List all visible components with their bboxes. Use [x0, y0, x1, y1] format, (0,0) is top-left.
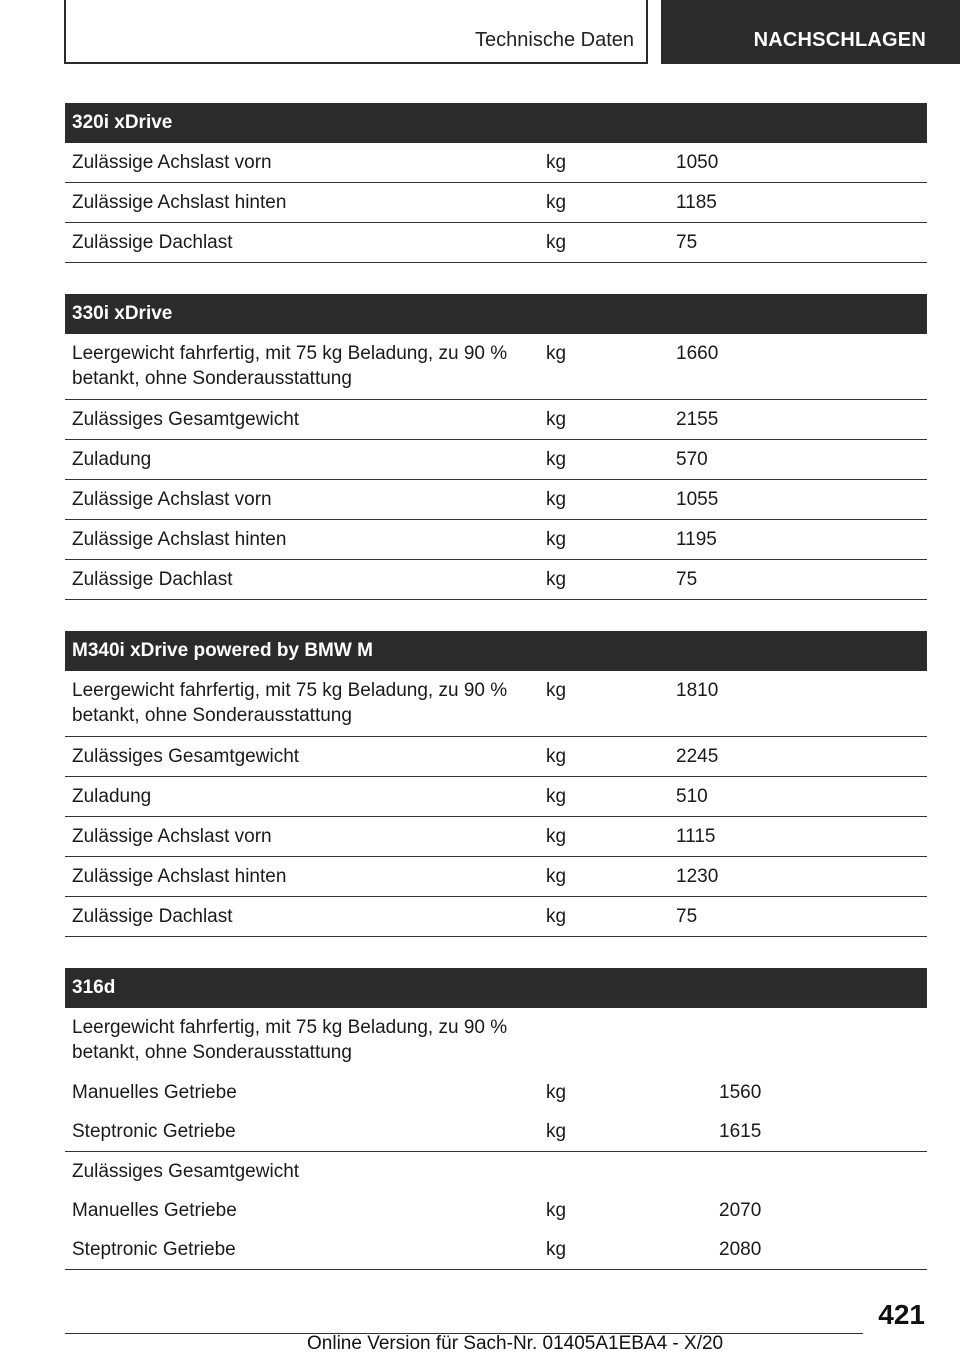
table-row — [65, 400, 927, 440]
spec-table-m340i — [65, 631, 927, 937]
row-value: 570 — [676, 449, 708, 470]
table-row — [65, 223, 927, 263]
row-value: 1810 — [676, 680, 719, 701]
row-label: Manuelles Getriebe — [72, 1082, 237, 1103]
table-row — [65, 777, 927, 817]
table-title: 316d — [65, 968, 927, 1008]
row-value: 1050 — [676, 152, 719, 173]
table-row — [65, 1073, 927, 1112]
table-row — [65, 817, 927, 857]
table-row — [65, 1008, 927, 1073]
spec-tables — [65, 103, 927, 1301]
row-label: Zulässige Achslast hinten — [72, 529, 287, 550]
row-value: 2070 — [719, 1200, 762, 1221]
row-unit: kg — [546, 866, 567, 887]
row-value: 1230 — [676, 866, 719, 887]
table-row — [65, 857, 927, 897]
section-tab — [661, 0, 960, 64]
row-value: 1660 — [676, 343, 719, 364]
table-title: M340i xDrive powered by BMW M — [65, 631, 927, 671]
table-title: 320i xDrive — [65, 103, 927, 143]
row-label: Leergewicht fahrfertig, mit 75 kg Beladung, zu 90 % betankt, ohne Sonderausstattung — [72, 1017, 508, 1063]
row-label: Steptronic Getriebe — [72, 1121, 236, 1142]
table-row — [65, 1191, 927, 1230]
table-row — [65, 440, 927, 480]
row-label: Zulässiges Gesamtgewicht — [72, 409, 300, 430]
row-unit: kg — [546, 786, 567, 807]
table-row — [65, 737, 927, 777]
row-unit: kg — [546, 529, 567, 550]
page-header — [64, 0, 960, 66]
spec-table-320i — [65, 103, 927, 263]
row-value: 1560 — [719, 1082, 762, 1103]
row-value: 1185 — [676, 192, 717, 213]
row-label: Zulässige Achslast vorn — [72, 152, 272, 173]
row-unit: kg — [546, 449, 567, 470]
table-row — [65, 143, 927, 183]
row-label: Zulässige Achslast hinten — [72, 192, 287, 213]
row-unit: kg — [546, 192, 567, 213]
spec-table-330i — [65, 294, 927, 600]
row-label: Zulässige Dachlast — [72, 232, 233, 253]
section-label: NACHSCHLAGEN — [753, 29, 926, 51]
row-label: Leergewicht fahrfertig, mit 75 kg Beladung, zu 90 % betankt, ohne Sonderausstattung — [72, 680, 508, 726]
spec-table-316d — [65, 968, 927, 1270]
row-value: 2155 — [676, 409, 719, 430]
online-version-note: Online Version für Sach-Nr. 01405A1EBA4 - X/20 — [307, 1333, 724, 1354]
chapter-tab — [64, 0, 648, 64]
page-number: 421 — [878, 1299, 925, 1330]
row-label: Zulässige Dachlast — [72, 906, 233, 927]
row-value: 1195 — [676, 529, 717, 550]
row-label: Zulässiges Gesamtgewicht — [72, 1161, 300, 1182]
row-label: Zulässiges Gesamtgewicht — [72, 746, 300, 767]
table-title: 330i xDrive — [65, 294, 927, 334]
row-unit: kg — [546, 1239, 567, 1260]
row-unit: kg — [546, 680, 567, 701]
row-value: 1055 — [676, 489, 719, 510]
row-value: 75 — [676, 569, 698, 590]
table-row — [65, 1112, 927, 1152]
row-label: Steptronic Getriebe — [72, 1239, 236, 1260]
row-value: 75 — [676, 232, 698, 253]
row-label: Manuelles Getriebe — [72, 1200, 237, 1221]
row-label: Leergewicht fahrfertig, mit 75 kg Beladung, zu 90 % betankt, ohne Sonderausstattung — [72, 343, 508, 389]
row-unit: kg — [546, 1121, 567, 1142]
row-label: Zuladung — [72, 786, 152, 807]
row-value: 2080 — [719, 1239, 762, 1260]
table-row — [65, 560, 927, 600]
row-value: 75 — [676, 906, 698, 927]
table-row — [65, 1230, 927, 1270]
row-unit: kg — [546, 489, 567, 510]
row-unit: kg — [546, 343, 567, 364]
row-value: 1115 — [676, 826, 716, 847]
table-row — [65, 671, 927, 737]
row-unit: kg — [546, 152, 567, 173]
row-unit: kg — [546, 906, 567, 927]
table-row — [65, 334, 927, 400]
row-value: 510 — [676, 786, 708, 807]
chapter-title: Technische Daten — [475, 29, 634, 51]
table-row — [65, 480, 927, 520]
table-row — [65, 520, 927, 560]
row-label: Zulässige Achslast vorn — [72, 826, 272, 847]
row-unit: kg — [546, 746, 567, 767]
row-label: Zulässige Achslast vorn — [72, 489, 272, 510]
row-label: Zulässige Dachlast — [72, 569, 233, 590]
table-row — [65, 1152, 927, 1191]
row-unit: kg — [546, 569, 567, 590]
row-value: 1615 — [719, 1121, 762, 1142]
table-row — [65, 183, 927, 223]
row-unit: kg — [546, 409, 567, 430]
row-label: Zulässige Achslast hinten — [72, 866, 287, 887]
table-row — [65, 897, 927, 937]
row-unit: kg — [546, 232, 567, 253]
row-unit: kg — [546, 826, 567, 847]
row-label: Zuladung — [72, 449, 152, 470]
row-value: 2245 — [676, 746, 719, 767]
row-unit: kg — [546, 1082, 567, 1103]
row-unit: kg — [546, 1200, 567, 1221]
